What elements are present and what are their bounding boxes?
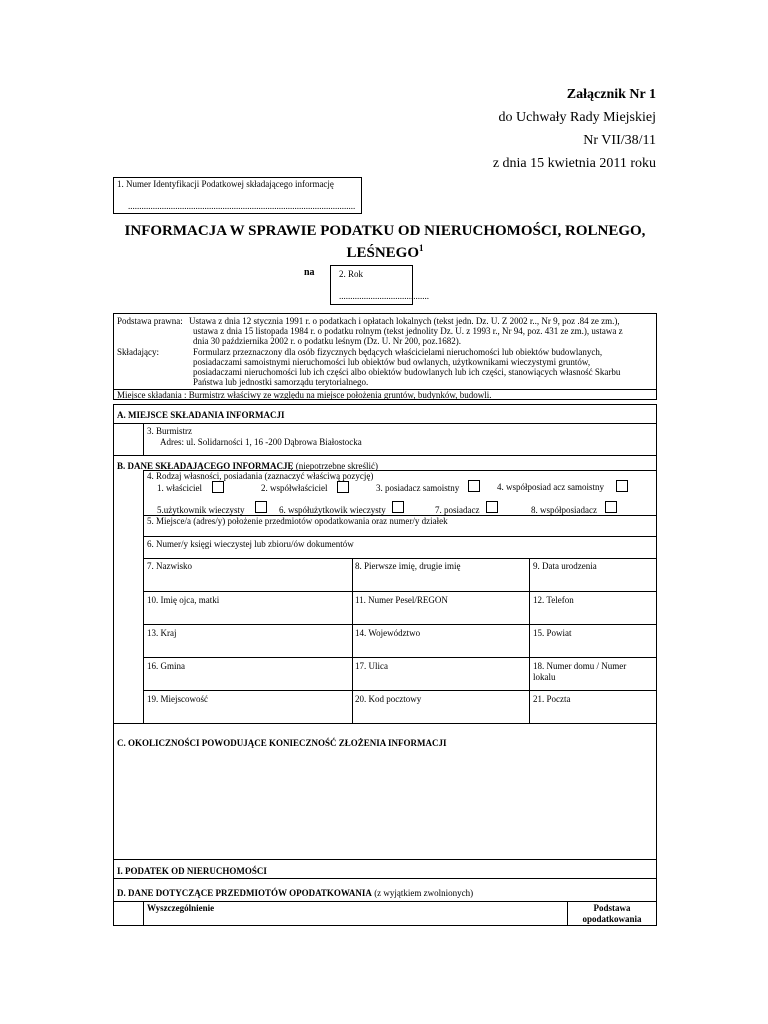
field-house-number[interactable]: 18. Numer domu / Numer lokalu — [533, 661, 627, 682]
option-possessor: 7. posiadacz — [435, 505, 480, 515]
checkbox-perpetual-user[interactable] — [255, 501, 267, 513]
basis-line-2: ustawa z dnia 15 listopada 1984 r. o podatku rolnym (tekst jednolity Dz. U. z 1993 r., Nr 94, poz. 431 ze zm.), ustawa z — [193, 326, 623, 336]
form-title-line1: INFORMACJA W SPRAWIE PODATKU OD NIERUCHOMOŚCI, ROLNEGO, — [124, 223, 646, 239]
form-title-line2: LEŚNEGO$^1$ — [346, 243, 424, 261]
col-tax-base — [568, 903, 656, 925]
section-d-title: D. DANE DOTYCZĄCE PRZEDMIOTÓW OPODATKOWANIA (z wyjątkiem zwolnionych) — [117, 888, 474, 898]
na-label: na — [304, 267, 315, 278]
field-6-land-register[interactable]: 6. Numer/y księgi wieczystej lub zbioru/ów dokumentów — [147, 539, 354, 549]
basis-line-3: dnia 30 października 2002 r. o podatku leśnym (Dz. U. Nr 200, poz.1682). — [193, 336, 461, 346]
ownership-label: 4. Rodzaj własności, posiadania (zaznaczyć właściwą pozycję) — [147, 471, 374, 481]
year-label: 2. Rok — [339, 269, 364, 279]
annex-title: Załącznik Nr 1 — [566, 87, 656, 102]
form-title — [113, 223, 657, 262]
field-country[interactable]: 13. Kraj — [147, 628, 177, 638]
field-post-office[interactable]: 21. Poczta — [533, 694, 571, 704]
col-tax-base-line1: Podstawa — [593, 903, 631, 913]
section-b-note: (niepotrzebne skreślić) — [295, 461, 378, 471]
checkbox-co-independent-possessor[interactable] — [616, 480, 628, 492]
section-b-title: B. DANE SKŁADAJĄCEGO INFORMACJĘ (niepotrzebne skreślić) — [117, 461, 378, 471]
option-co-independent-possessor: 4. współposiad acz samoistny — [497, 482, 604, 492]
field-street[interactable]: 17. Ulica — [355, 661, 388, 671]
checkbox-co-possessor[interactable] — [605, 501, 617, 513]
field-commune[interactable]: 16. Gmina — [147, 661, 185, 671]
field-parents-names[interactable]: 10. Imię ojca, matki — [147, 595, 220, 605]
checkbox-owner[interactable] — [212, 481, 224, 493]
resolution-number: Nr VII/38/11 — [583, 133, 656, 148]
filer-line-3: posiadaczami nieruchomości lub ich części albo obiektów budowlanych lub ich części, stanowiących własność Skarbu — [193, 367, 621, 377]
option-co-possessor: 8. współposiadacz — [531, 505, 597, 515]
year-box[interactable] — [330, 265, 429, 305]
field-first-names[interactable]: 8. Pierwsze imię, drugie imię — [355, 561, 461, 571]
option-perpetual-user: 5.użytkownik wieczysty — [157, 505, 245, 515]
option-co-owner: 2. współwłaściciel — [261, 483, 328, 493]
field-pesel-regon[interactable]: 11. Numer Pesel/REGON — [355, 595, 448, 605]
section-d-note: (z wyjątkiem zwolnionych) — [374, 888, 474, 898]
field-phone[interactable]: 12. Telefon — [533, 595, 574, 605]
filing-place: Miejsce składania : Burmistrz właściwy ze względu na miejsce położenia gruntów, budynków, budowli. — [117, 390, 492, 400]
resolution-date: z dnia 15 kwietnia 2011 roku — [492, 156, 656, 171]
year-dots: ........................................ — [339, 291, 429, 301]
section-c-content-area[interactable] — [114, 750, 656, 858]
option-independent-possessor: 3. posiadacz samoistny — [376, 483, 460, 493]
checkbox-co-perpetual-user[interactable] — [392, 501, 404, 513]
checkbox-co-owner[interactable] — [337, 481, 349, 493]
filer-line-1: Formularz przeznaczony dla osób fizycznych będących właścicielami nieruchomości lub obiektów budowlanych, — [193, 347, 603, 357]
footnote-marker: 1 — [419, 243, 424, 253]
mayor-label: 3. Burmistrz — [147, 426, 192, 436]
field-5-location[interactable]: 5. Miejsce/a (adres/y) położenie przedmiotów opodatkowania oraz numer/y działek — [147, 516, 448, 526]
checkbox-independent-possessor[interactable] — [468, 480, 480, 492]
col-tax-base-line2: opodatkowania — [582, 914, 642, 924]
basis-label: Podstawa prawna: — [117, 316, 183, 326]
option-co-perpetual-user: 6. współużytkowik wieczysty — [279, 505, 386, 515]
field-city[interactable]: 19. Miejscowość — [147, 694, 208, 704]
section-i-title: I. PODATEK OD NIERUCHOMOŚCI — [117, 866, 267, 876]
basis-line-1: Ustawa z dnia 12 stycznia 1991 r. o podatkach i opłatach lokalnych (tekst jedn. Dz. U. Z 2002 r.., Nr 9, poz .84 ze zm.), — [189, 316, 620, 326]
option-owner: 1. właściciel — [157, 483, 202, 493]
section-a-title: A. MIEJSCE SKŁADANIA INFORMACJI — [117, 410, 285, 420]
resolution-line: do Uchwały Rady Miejskiej — [498, 110, 656, 125]
filer-line-4: Państwa lub jednostki samorządu terytorialnego. — [193, 377, 369, 387]
checkbox-possessor[interactable] — [486, 501, 498, 513]
filer-line-2: posiadaczami samoistnymi nieruchomości lub obiektów bud owlanych, użytkownikami wieczystymi gruntów, — [193, 357, 591, 367]
field-birth-date[interactable]: 9. Data urodzenia — [533, 561, 597, 571]
nip-label: 1. Numer Identyfikacji Podatkowej składającego informację — [117, 179, 334, 189]
col-specification: Wyszczególnienie — [147, 903, 215, 913]
field-voivodeship[interactable]: 14. Województwo — [355, 628, 421, 638]
section-c-title: C. OKOLICZNOŚCI POWODUJĄCE KONIECZNOŚĆ ZŁOŻENIA INFORMACJI — [117, 738, 447, 748]
filer-label: Składający: — [117, 347, 159, 357]
field-postal-code[interactable]: 20. Kod pocztowy — [355, 694, 422, 704]
nip-dots: ..................................................................................................... — [128, 201, 356, 211]
nip-box[interactable] — [113, 177, 362, 214]
field-surname[interactable]: 7. Nazwisko — [147, 561, 192, 571]
field-county[interactable]: 15. Powiat — [533, 628, 572, 638]
office-address: Adres: ul. Solidarności 1, 16 -200 Dąbrowa Białostocka — [160, 437, 362, 447]
